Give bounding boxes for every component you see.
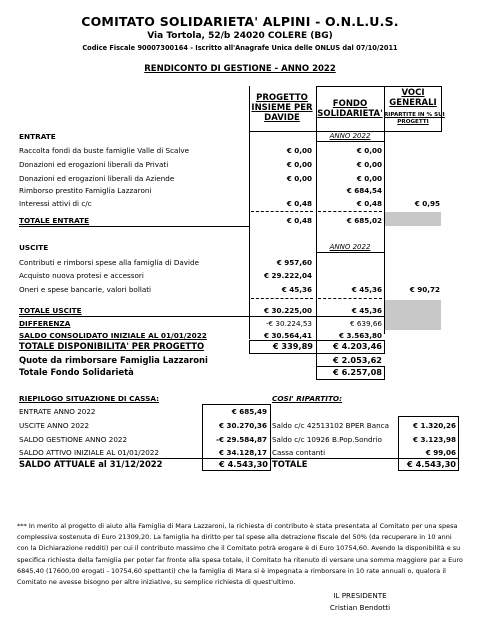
cassa-top-border — [202, 404, 270, 405]
column-header-fondo: FONDO SOLIDARIETA' — [317, 99, 383, 119]
ripartito-row-label: Cassa contanti — [272, 448, 326, 457]
uscite-total-label: TOTALE USCITE — [19, 306, 82, 315]
uscite-row-progetto: € 45,36 — [281, 285, 312, 294]
ripartito-row-value: € 3.123,98 — [413, 435, 456, 444]
fondo-total-label: Totale Fondo Solidarietà — [19, 367, 134, 377]
entrate-sum-dash — [251, 211, 313, 212]
entrate-row-fondo: € 0,00 — [356, 174, 382, 183]
ripartito-row-label: Saldo c/c 10926 B.Pop.Sondrio — [272, 435, 382, 444]
column-subheader-voci: RIPARTITE IN % SUI PROGETTI — [384, 112, 445, 125]
organization-name: COMITATO SOLIDARIETA' ALPINI - O.N.L.U.S. — [81, 14, 399, 29]
cassa-row-label: USCITE ANNO 2022 — [19, 421, 90, 430]
cassa-row-value: -€ 29.584,87 — [216, 435, 267, 444]
explanatory-note: *** In merito al progetto di aiuto alla Famiglia di Mara Lazzaroni, la richiesta di contributo è stata presentata al Comitato per una spesa complessiva sostenuta di Euro 21309,20. La famiglia ha diritto per tal spese alla detrazione fiscale del 50% (da recuperare in 10 anni con la Dichiarazione redditi) per cui il contributo massimo che il Comitato potrà erogare è di Euro 10754,60. Avendo la disponibilità e su specifica richiesta della famiglia per poter far fronte alla spesa totale, il Comitato ha ritenuto di versare una somma maggiore par a Euro 6845,40 (17600,00 erogati - 10754,60 spettanti) che la famiglia di Mara si è impegnata a rimborsare in 10 rate annuali o, qualora il Comitato ne avesse bisogno per altre iniziative, su semplice richiesta di quest'ultimo. — [17, 522, 463, 587]
cassa-row-label: SALDO GESTIONE ANNO 2022 — [19, 435, 128, 444]
saldo-iniziale-progetto: € 30.564,41 — [264, 331, 312, 340]
entrate-row-generali: € 0,95 — [414, 199, 440, 208]
uscite-row-label: Contributi e rimborsi spese alla famiglia di Davide — [19, 258, 200, 267]
uscite-sum-dash — [318, 298, 382, 299]
uscite-year-rule — [316, 252, 384, 253]
ripartito-box-top — [398, 416, 458, 417]
ripartito-row-value: € 99,06 — [425, 448, 456, 457]
table-divider-2 — [384, 86, 385, 334]
entrate-row-label: Donazioni ed erogazioni liberali da Privati — [19, 160, 169, 169]
entrate-row-progetto: € 0,00 — [286, 160, 312, 169]
uscite-total-progetto: € 30.225,00 — [264, 306, 312, 315]
fiscal-code-line: Codice Fiscale 90007300164 - Iscritto all'Anagrafe Unica delle ONLUS dal 07/10/2011 — [82, 44, 398, 52]
uscite-row-progetto: € 29.222,04 — [264, 271, 312, 280]
uscite-total-fondo: € 45,36 — [351, 306, 382, 315]
signature-role: IL PRESIDENTE — [333, 591, 387, 600]
disponibilita-label: TOTALE DISPONIBILITA' PER PROGETTO — [19, 341, 205, 351]
entrate-title: ENTRATE — [19, 132, 56, 141]
disponibilita-progetto: € 339,89 — [272, 341, 313, 351]
entrate-row-fondo: € 684,54 — [346, 186, 382, 195]
uscite-row-fondo: € 45,36 — [351, 285, 382, 294]
differenza-progetto: -€ 30.224,53 — [265, 319, 312, 328]
uscite-total-rule — [19, 316, 384, 317]
entrate-total-label: TOTALE ENTRATE — [19, 216, 90, 225]
entrate-gray-cell — [385, 212, 441, 226]
column-header-progetto: PROGETTO INSIEME PER DAVIDE — [251, 93, 313, 123]
uscite-row-progetto: € 957,60 — [276, 258, 312, 267]
uscite-row-label: Oneri e spese bancarie, valori bollati — [19, 285, 152, 294]
ripartito-row-value: € 1.320,26 — [413, 421, 456, 430]
ripartito-box-left — [398, 416, 399, 458]
differenza-fondo: € 639,66 — [349, 319, 382, 328]
cassa-row-label: SALDO ATTIVO INIZIALE AL 01/01/2022 — [19, 448, 159, 457]
entrate-year: ANNO 2022 — [329, 132, 371, 140]
table-border-right — [441, 86, 442, 132]
entrate-total-fondo: € 685,02 — [346, 216, 382, 225]
entrate-row-fondo: € 0,48 — [356, 199, 382, 208]
ripartito-box-right — [458, 416, 459, 458]
entrate-row-fondo: € 0,00 — [356, 160, 382, 169]
entrate-row-progetto: € 0,00 — [286, 174, 312, 183]
entrate-row-progetto: € 0,48 — [286, 199, 312, 208]
saldo-attuale-value: € 4.543,30 — [219, 459, 268, 469]
ripartito-title: COSI' RIPARTITO: — [272, 394, 343, 403]
quote-fondo: € 2.053,62 — [333, 355, 382, 365]
differenza-label: DIFFERENZA — [19, 319, 71, 328]
entrate-row-label: Raccolta fondi da buste famiglie Valle di Scalve — [19, 146, 190, 155]
table-divider-1 — [316, 86, 317, 377]
entrate-year-rule — [316, 141, 384, 142]
uscite-sum-dash — [251, 298, 313, 299]
saldo-iniziale-fondo: € 3.563,80 — [339, 331, 382, 340]
ripartito-total-label: TOTALE — [272, 459, 308, 469]
quote-label: Quote da rimborsare Famiglia Lazzaroni — [19, 355, 208, 365]
entrate-row-label: Donazioni ed erogazioni liberali da Aziende — [19, 174, 175, 183]
entrate-row-progetto: € 0,00 — [286, 146, 312, 155]
entrate-row-label: Rimborso prestito Famiglia Lazzaroni — [19, 186, 152, 195]
table-top-border — [316, 86, 442, 87]
uscite-year: ANNO 2022 — [329, 243, 371, 251]
cassa-row-value: € 34.128,17 — [219, 448, 267, 457]
table-border-left — [249, 86, 250, 339]
organization-address: Via Tortola, 52/b 24020 COLERE (BG) — [147, 31, 333, 41]
disponibilita-fondo: € 4.203,46 — [333, 341, 382, 351]
entrate-total-progetto: € 0,48 — [286, 216, 312, 225]
uscite-row-generali: € 90,72 — [409, 285, 440, 294]
entrate-sum-dash — [318, 211, 382, 212]
cassa-title: RIEPILOGO SITUAZIONE DI CASSA: — [19, 394, 160, 403]
report-title: RENDICONTO DI GESTIONE - ANNO 2022 — [144, 64, 336, 74]
cassa-row-value: € 685,49 — [231, 407, 267, 416]
uscite-title: USCITE — [19, 243, 49, 252]
entrate-row-fondo: € 0,00 — [356, 146, 382, 155]
cassa-row-value: € 30.270,36 — [219, 421, 267, 430]
entrate-row-label: Interessi attivi di c/c — [19, 199, 92, 208]
saldo-attuale-label: SALDO ATTUALE al 31/12/2022 — [19, 459, 163, 469]
uscite-gray-cell — [385, 300, 441, 330]
column-header-voci: VOCI GENERALI — [389, 88, 437, 108]
saldo-iniziale-label: SALDO CONSOLIDATO INIZIALE AL 01/01/2022 — [19, 331, 207, 340]
signature-name: Cristian Bendotti — [329, 603, 391, 612]
ripartito-total-value: € 4.543,30 — [407, 459, 456, 469]
ripartito-row-label: Saldo c/c 42513102 BPER Banca — [272, 421, 390, 430]
fondo-total-value: € 6.257,08 — [333, 367, 382, 377]
cassa-row-label: ENTRATE ANNO 2022 — [19, 407, 96, 416]
uscite-row-label: Acquisto nuova protesi e accessori — [19, 271, 144, 280]
entrate-total-rule — [19, 226, 249, 227]
